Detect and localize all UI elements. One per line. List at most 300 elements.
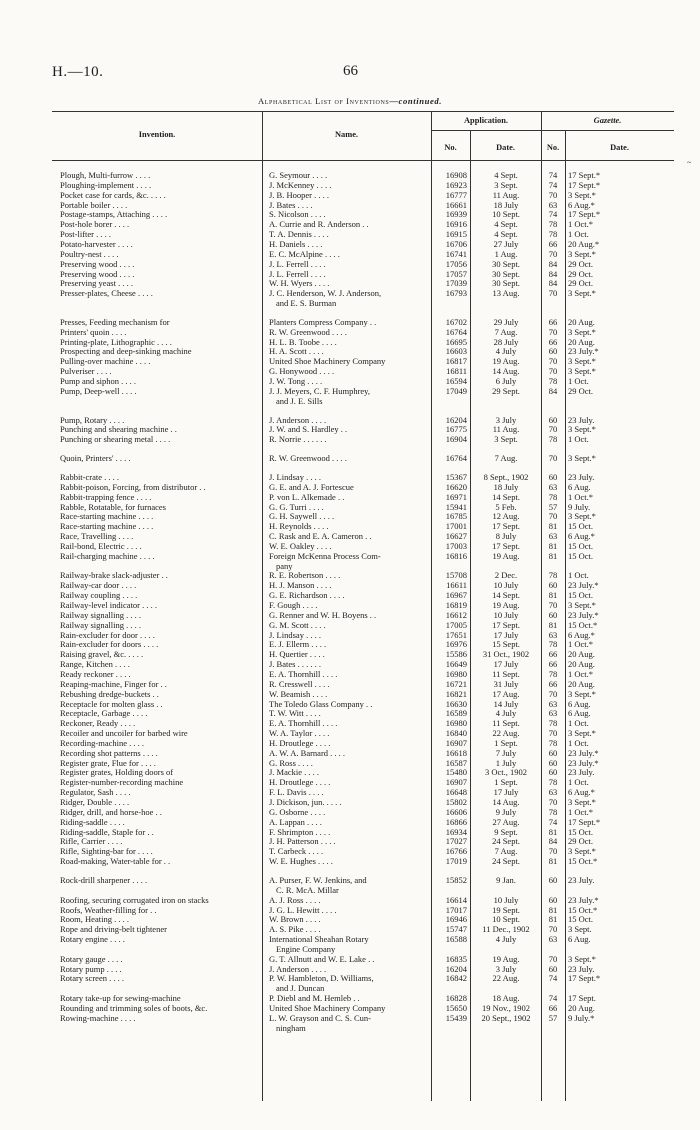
- gazette-date-cell: 29 Oct.: [568, 385, 594, 396]
- application-date-cell: 30 Sept.: [492, 278, 520, 289]
- invention-cell: Race-starting machine . . . .: [60, 511, 154, 522]
- gazette-no-cell: 81: [548, 540, 558, 551]
- gazette-date-cell: 3 Sept.*: [568, 248, 596, 259]
- application-date-cell: 11 Aug.: [492, 424, 520, 435]
- table-caption: [0, 96, 700, 106]
- gazette-date-cell: 23 July.*: [568, 757, 599, 768]
- gazette-no-cell: 74: [548, 179, 558, 190]
- invention-cell: Ready reckoner . . . .: [60, 668, 131, 679]
- invention-cell: Rope and driving-belt tightener: [60, 924, 167, 935]
- invention-cell: Rail-bond, Electric . . . .: [60, 540, 142, 551]
- application-no-cell: 16980: [445, 718, 467, 729]
- gazette-no-cell: 60: [548, 414, 558, 425]
- gazette-no-cell: 60: [548, 874, 558, 885]
- application-no-cell: 17017: [445, 904, 467, 915]
- application-date-cell: 11 Aug.: [492, 189, 520, 200]
- gazette-no-cell: 84: [548, 278, 558, 289]
- invention-cell: Rock-drill sharpener . . . .: [60, 874, 148, 885]
- gazette-date-cell: 3 Sept.*: [568, 424, 596, 435]
- gazette-date-cell: 6 Aug.: [568, 934, 591, 945]
- application-date-cell: 1 July: [495, 757, 517, 768]
- application-date-cell: 10 Sept.: [492, 914, 520, 925]
- invention-cell: Rail-charging machine . . . .: [60, 550, 155, 561]
- gazette-date-cell: 1 Oct.: [568, 229, 589, 240]
- name-cell: T. W. Witt . . . .: [269, 708, 321, 719]
- application-no-cell: 15439: [445, 1012, 467, 1023]
- gazette-date-cell: 3 Sept.*: [568, 453, 596, 464]
- application-date-cell: 13 Aug.: [492, 288, 520, 299]
- application-no-cell: 17057: [445, 268, 467, 279]
- application-no-cell: 16706: [445, 238, 467, 249]
- gazette-date-cell: 17 Sept.*: [568, 209, 601, 220]
- application-no-cell: 15747: [445, 924, 467, 935]
- invention-cell: Postage-stamps, Attaching . . . .: [60, 209, 168, 220]
- gazette-no-cell: 63: [548, 698, 558, 709]
- invention-cell: Regulator, Sash . . . .: [60, 787, 131, 798]
- name-cell: A. S. Pike . . . .: [269, 924, 321, 935]
- application-no-cell: 16811: [446, 366, 467, 377]
- application-no-cell: 16695: [445, 336, 467, 347]
- gazette-date-cell: 6 Aug.*: [568, 531, 595, 542]
- application-no-cell: 16702: [445, 316, 467, 327]
- name-cell: G. H. Saywell . . . .: [269, 511, 335, 522]
- gazette-date-cell: 15 Oct.: [568, 590, 594, 601]
- gazette-no-cell: 63: [548, 787, 558, 798]
- invention-cell: Potato-harvester . . . .: [60, 238, 133, 249]
- gazette-date-cell: 15 Oct.*: [568, 856, 598, 867]
- gazette-no-cell: 78: [548, 570, 558, 581]
- application-date-cell: 3 July: [495, 414, 517, 425]
- application-date-cell: 19 Aug.: [492, 953, 520, 964]
- name-cell: C. Rask and E. A. Cameron . .: [269, 531, 372, 542]
- gazette-date-cell: 3 Sept.*: [568, 511, 596, 522]
- application-no-cell: 16934: [445, 826, 467, 837]
- invention-cell: Printing-plate, Lithographic . . . .: [60, 336, 172, 347]
- application-date-cell: 4 Sept.: [494, 170, 518, 180]
- name-cell: J. G. L. Hewitt . . . .: [269, 904, 337, 915]
- gazette-no-cell: 70: [548, 189, 558, 200]
- name-cell: R. W. Greenwood . . . .: [269, 453, 347, 464]
- application-no-cell: 15708: [445, 570, 467, 581]
- name-cell: United Shoe Machinery Company: [269, 1003, 386, 1013]
- header-bottom-rule: [52, 160, 674, 161]
- gazette-date-cell: 1 Oct.: [568, 718, 589, 729]
- gazette-no-cell: 78: [548, 806, 558, 817]
- gazette-date-cell: 3 Sept.*: [568, 366, 596, 377]
- invention-cell: Range, Kitchen . . . .: [60, 659, 130, 670]
- col-gaz-date: Date.: [610, 143, 629, 152]
- gazette-date-cell: 1 Oct.*: [568, 491, 594, 502]
- gazette-date-cell: 3 Sept.*: [568, 189, 596, 200]
- name-cell: H. Daniels . . . .: [269, 238, 323, 249]
- name-cell: J. C. Henderson, W. J. Anderson,: [269, 288, 382, 299]
- name-cell: W. Brown . . . .: [269, 914, 321, 925]
- name-cell: H. L. B. Toobe . . . .: [269, 336, 337, 347]
- name-cell: H. Droutlege . . . .: [269, 777, 331, 788]
- gazette-date-cell: 15 Oct.: [568, 914, 594, 925]
- name-cell: T. A. Dennis . . . .: [269, 229, 329, 240]
- invention-cell: Pump and siphon . . . .: [60, 376, 137, 386]
- gazette-date-cell: 6 Aug.: [568, 698, 591, 709]
- application-no-cell: 15852: [445, 874, 467, 885]
- application-date-cell: 30 Sept.: [492, 268, 520, 279]
- name-cell: J. McKenney . . . .: [269, 179, 332, 190]
- invention-cell: Recording shot patterns . . . .: [60, 747, 158, 758]
- application-date-cell: 17 Sept.: [492, 521, 520, 532]
- name-cell: W. E. Hughes . . . .: [269, 856, 333, 867]
- invention-cell: Quoin, Printers' . . . .: [60, 453, 131, 464]
- gazette-no-cell: 78: [548, 219, 558, 230]
- name-cell: International Sheahan Rotary: [269, 934, 369, 945]
- name-cell: W. Beamish . . . .: [269, 688, 328, 699]
- name-cell: J. H. Patterson . . . .: [269, 836, 336, 847]
- col-gaz-no: No.: [546, 143, 560, 152]
- gazette-no-cell: 74: [548, 993, 558, 1004]
- gazette-date-cell: 20 Aug.: [568, 336, 595, 347]
- gazette-no-cell: 81: [548, 619, 558, 630]
- application-date-cell: 17 July: [493, 629, 519, 640]
- gazette-no-cell: 81: [548, 521, 558, 532]
- gazette-no-cell: 81: [548, 914, 558, 925]
- gazette-no-cell: 70: [548, 846, 558, 857]
- application-date-cell: 18 July: [493, 481, 519, 492]
- invention-cell: Rifle, Sighting-bar for . . . .: [60, 846, 153, 857]
- application-no-cell: 16764: [445, 326, 467, 337]
- gazette-no-cell: 66: [548, 238, 558, 249]
- gazette-date-cell: 20 Aug.: [568, 678, 595, 689]
- application-date-cell: 22 Aug.: [492, 973, 520, 984]
- gazette-no-cell: 70: [548, 326, 558, 337]
- name-cell: G. Osborne . . . .: [269, 806, 326, 817]
- body-divider-invention: [262, 161, 263, 1101]
- application-no-cell: 17651: [445, 629, 467, 640]
- gazette-date-cell: 3 Sept.*: [568, 728, 596, 739]
- gazette-no-cell: 66: [548, 336, 558, 347]
- name-cell: E. A. Thornhill . . . .: [269, 668, 338, 679]
- gazette-date-cell: 23 July.: [568, 471, 595, 482]
- name-cell: A. J. Ross . . . .: [269, 894, 321, 905]
- application-no-cell: 16819: [445, 600, 467, 610]
- application-date-cell: 3 July: [495, 963, 517, 974]
- invention-cell: Railway coupling . . . .: [60, 590, 138, 601]
- invention-cell: Railway-brake slack-adjuster . .: [60, 570, 168, 581]
- application-date-cell: 6 July: [495, 376, 517, 386]
- gazette-no-cell: 63: [548, 481, 558, 492]
- invention-cell: Register grates, Holding doors of: [60, 767, 174, 778]
- col-name: Name.: [334, 130, 359, 139]
- name-cell: A. Currie and R. Anderson . .: [269, 219, 369, 230]
- application-no-cell: 16204: [445, 414, 467, 425]
- application-no-cell: 16821: [445, 688, 467, 699]
- application-no-cell: 16606: [445, 806, 467, 817]
- gazette-no-cell: 70: [548, 728, 558, 739]
- application-date-cell: 4 July: [495, 346, 517, 357]
- gazette-date-cell: 3 Sept.: [568, 924, 592, 935]
- invention-cell: Rain-excluder for doors . . . .: [60, 639, 159, 650]
- application-date-cell: 15 Sept.: [492, 639, 520, 650]
- name-cell: J. L. Ferrell . . . .: [269, 258, 326, 269]
- gazette-no-cell: 70: [548, 600, 558, 610]
- name-cell: R. Cresswell . . . .: [269, 678, 330, 689]
- invention-cell: Pump, Rotary . . . .: [60, 414, 125, 425]
- invention-cell: Rotary pump . . . .: [60, 963, 122, 974]
- name-cell: E. A. Thornhill . . . .: [269, 718, 338, 729]
- name-cell: H. A. Scott . . . .: [269, 346, 324, 357]
- gazette-no-cell: 74: [548, 973, 558, 984]
- application-no-cell: 16980: [445, 668, 467, 679]
- name-cell: J. Lindsay . . . .: [269, 629, 321, 640]
- application-date-cell: 5 Feb.: [495, 501, 517, 512]
- gazette-date-cell: 20 Aug.: [568, 1003, 595, 1013]
- name-cell-continued: C. R. McA. Millar: [276, 884, 339, 895]
- application-no-cell: 16775: [445, 424, 467, 435]
- application-date-cell: 9 July: [495, 806, 517, 817]
- application-date-cell: 31 July: [493, 678, 519, 689]
- application-no-cell: 16611: [446, 580, 467, 591]
- gazette-no-cell: 70: [548, 453, 558, 464]
- gazette-date-cell: 23 July.: [568, 767, 595, 778]
- application-no-cell: 16766: [445, 846, 467, 857]
- application-no-cell: 16976: [445, 639, 467, 650]
- application-no-cell: 16828: [445, 993, 467, 1004]
- application-no-cell: 16630: [445, 698, 467, 709]
- gazette-no-cell: 74: [548, 170, 558, 180]
- gazette-date-cell: 3 Sept.*: [568, 797, 596, 807]
- gazette-date-cell: 29 Oct.: [568, 278, 594, 289]
- gazette-no-cell: 57: [548, 1012, 558, 1023]
- application-date-cell: 19 Nov., 1902: [481, 1003, 531, 1013]
- name-cell: S. Nicolson . . . .: [269, 209, 326, 220]
- application-no-cell: 16842: [445, 973, 467, 984]
- invention-cell: Poultry-nest . . . .: [60, 248, 119, 259]
- header-top-rule: [52, 111, 674, 112]
- application-date-cell: 17 July: [493, 787, 519, 798]
- application-date-cell: 4 Sept.: [494, 229, 518, 240]
- invention-cell: Pocket case for cards, &c. . . . .: [60, 189, 166, 200]
- gazette-no-cell: 60: [548, 963, 558, 974]
- invention-cell: Pulveriser . . . .: [60, 366, 112, 377]
- application-no-cell: 15586: [445, 649, 467, 660]
- application-date-cell: 4 July: [495, 708, 517, 719]
- application-date-cell: 10 Sept.: [492, 209, 520, 220]
- name-cell: J. W. Tong . . . .: [269, 376, 323, 386]
- application-date-cell: 3 Sept.: [494, 434, 518, 445]
- invention-cell: Plough, Multi-furrow . . . .: [60, 170, 151, 180]
- name-cell: Planters Compress Company . .: [269, 316, 377, 327]
- application-date-cell: 19 Aug.: [492, 550, 520, 561]
- name-cell: F. Gough . . . .: [269, 600, 318, 610]
- gazette-date-cell: 20 Aug.: [568, 659, 595, 670]
- gazette-date-cell: 17 Sept.*: [568, 973, 601, 984]
- gazette-no-cell: 78: [548, 737, 558, 748]
- gazette-date-cell: 9 July.*: [568, 1012, 595, 1023]
- gazette-no-cell: 81: [548, 856, 558, 867]
- gazette-no-cell: 78: [548, 491, 558, 502]
- application-date-cell: 24 Sept.: [492, 856, 520, 867]
- invention-cell: Recoiler and uncoiler for barbed wire: [60, 728, 188, 739]
- name-cell: J. J. Meyers, C. F. Humphrey,: [269, 385, 370, 396]
- name-cell: R. W. Greenwood . . . .: [269, 326, 347, 337]
- application-date-cell: 10 July: [493, 894, 519, 905]
- invention-cell: Room, Heating . . . .: [60, 914, 129, 925]
- invention-cell: Roofs, Weather-filling for . .: [60, 904, 157, 915]
- application-date-cell: 14 Sept.: [492, 491, 520, 502]
- gazette-no-cell: 78: [548, 639, 558, 650]
- invention-cell: Portable boiler . . . .: [60, 199, 128, 210]
- gazette-date-cell: 1 Oct.: [568, 777, 589, 788]
- gazette-no-cell: 60: [548, 580, 558, 591]
- gazette-date-cell: 15 Oct.: [568, 826, 594, 837]
- application-date-cell: 7 July: [495, 747, 517, 758]
- gazette-date-cell: 3 Sept.*: [568, 288, 596, 299]
- gazette-date-cell: 17 Sept.*: [568, 816, 601, 827]
- name-cell-continued: and E. S. Burman: [276, 298, 337, 309]
- invention-cell: Race, Travelling . . . .: [60, 531, 134, 542]
- name-cell: J. B. Hooper . . . .: [269, 189, 329, 200]
- application-no-cell: 17019: [445, 856, 467, 867]
- invention-cell: Post-lifter . . . .: [60, 229, 111, 240]
- gazette-date-cell: 6 Aug.*: [568, 629, 595, 640]
- application-date-cell: 30 Sept.: [492, 258, 520, 269]
- name-cell: J. Anderson . . . .: [269, 414, 327, 425]
- gazette-no-cell: 81: [548, 590, 558, 601]
- application-date-cell: 3 Sept.: [494, 179, 518, 190]
- gazette-no-cell: 70: [548, 424, 558, 435]
- invention-cell: Receptacle for molten glass . .: [60, 698, 163, 709]
- name-cell-continued: pany: [276, 560, 293, 571]
- invention-cell: Preserving wood . . . .: [60, 268, 135, 279]
- application-no-cell: 16907: [445, 737, 467, 748]
- invention-cell: Rotary take-up for sewing-machine: [60, 993, 181, 1004]
- application-no-cell: 16946: [445, 914, 467, 925]
- gazette-date-cell: 23 July.: [568, 414, 595, 425]
- application-date-cell: 11 Sept.: [492, 668, 520, 679]
- application-date-cell: 17 Sept.: [492, 540, 520, 551]
- gazette-date-cell: 1 Oct.*: [568, 639, 594, 650]
- application-date-cell: 17 Sept.: [492, 619, 520, 630]
- invention-cell: Preserving wood . . . .: [60, 258, 135, 269]
- gazette-no-cell: 63: [548, 531, 558, 542]
- name-cell: Foreign McKenna Process Com-: [269, 550, 381, 561]
- invention-cell: Receptacle, Garbage . . . .: [60, 708, 148, 719]
- page-section: H.—10.: [52, 64, 104, 80]
- application-no-cell: 15367: [445, 471, 467, 482]
- application-no-cell: 16967: [445, 590, 467, 601]
- name-cell: G. E. and A. J. Fortescue: [269, 481, 354, 492]
- gazette-date-cell: 15 Oct.*: [568, 904, 598, 915]
- application-no-cell: 16627: [445, 531, 467, 542]
- gazette-date-cell: 29 Oct.: [568, 836, 594, 847]
- gazette-no-cell: 78: [548, 668, 558, 679]
- name-cell: H. Quertier . . . .: [269, 649, 325, 660]
- body-divider-app-no: [470, 161, 471, 1101]
- invention-cell: Recording-machine . . . .: [60, 737, 145, 748]
- invention-cell: Railway-car door . . . .: [60, 580, 137, 591]
- invention-cell: Presser-plates, Cheese . . . .: [60, 288, 153, 299]
- name-cell: H. J. Manson . . . .: [269, 580, 332, 591]
- gazette-date-cell: 3 Sept.*: [568, 688, 596, 699]
- application-no-cell: 17003: [445, 540, 467, 551]
- gazette-date-cell: 9 July.: [568, 501, 591, 512]
- invention-cell: Rounding and trimming soles of boots, &c.: [60, 1003, 208, 1013]
- application-date-cell: 27 Aug.: [492, 816, 520, 827]
- name-cell-continued: and J. E. Sills: [276, 395, 323, 406]
- gazette-no-cell: 78: [548, 718, 558, 729]
- application-no-cell: 16777: [445, 189, 467, 200]
- gazette-no-cell: 74: [548, 209, 558, 220]
- gazette-no-cell: 66: [548, 649, 558, 660]
- application-date-cell: 29 July: [493, 316, 519, 327]
- application-date-cell: 8 Sept., 1902: [483, 471, 529, 482]
- name-cell: L. W. Grayson and C. S. Cun-: [269, 1012, 371, 1023]
- gazette-date-cell: 3 Sept.*: [568, 326, 596, 337]
- application-no-cell: 17001: [445, 521, 467, 532]
- gazette-date-cell: 3 Sept.*: [568, 356, 596, 367]
- application-date-cell: 4 July: [495, 934, 517, 945]
- application-no-cell: 16721: [445, 678, 467, 689]
- gazette-no-cell: 63: [548, 629, 558, 640]
- col-app-date: Date.: [496, 143, 515, 152]
- name-cell-continued: ningham: [276, 1022, 306, 1033]
- name-cell: W. H. Wyers . . . .: [269, 278, 330, 289]
- application-date-cell: 8 July: [495, 531, 517, 542]
- gazette-no-cell: 60: [548, 894, 558, 905]
- application-no-cell: 16840: [445, 728, 467, 739]
- gazette-no-cell: 84: [548, 836, 558, 847]
- application-no-cell: 16915: [445, 229, 467, 240]
- application-subrule: [431, 130, 541, 131]
- gazette-no-cell: 70: [548, 797, 558, 807]
- application-no-cell: 17056: [445, 258, 467, 269]
- application-no-cell: 16614: [445, 894, 467, 905]
- name-cell: E. C. McAlpine . . . .: [269, 248, 340, 259]
- name-cell: A. Lappan . . . .: [269, 816, 322, 827]
- application-no-cell: 16741: [445, 248, 467, 259]
- application-date-cell: 9 Jan.: [496, 874, 516, 885]
- application-no-cell: 16939: [445, 209, 467, 220]
- invention-cell: Raising gravel, &c. . . . .: [60, 649, 144, 660]
- application-date-cell: 7 Aug.: [494, 846, 518, 857]
- application-date-cell: 14 Aug.: [492, 797, 520, 807]
- application-date-cell: 14 July: [493, 698, 519, 709]
- name-cell: F. Shrimpton . . . .: [269, 826, 331, 837]
- invention-cell: Rabbit-crate . . . .: [60, 471, 120, 482]
- application-no-cell: 16866: [445, 816, 467, 827]
- gazette-date-cell: 15 Oct.: [568, 521, 594, 532]
- gazette-no-cell: 57: [548, 501, 558, 512]
- application-date-cell: 7 Aug.: [494, 453, 518, 464]
- invention-cell: Post-hole borer . . . .: [60, 219, 130, 230]
- gazette-date-cell: 1 Oct.*: [568, 806, 594, 817]
- name-cell: G. G. Turri . . . .: [269, 501, 324, 512]
- name-cell-continued: and J. Duncan: [276, 983, 325, 994]
- gazette-no-cell: 70: [548, 366, 558, 377]
- gazette-no-cell: 78: [548, 376, 558, 386]
- invention-cell: Rabbit-trapping fence . . . .: [60, 491, 152, 502]
- name-cell: P. von L. Alkemade . .: [269, 491, 345, 502]
- gazette-date-cell: 3 Sept.*: [568, 846, 596, 857]
- name-cell-continued: Engine Company: [276, 943, 336, 954]
- application-date-cell: 18 Aug.: [492, 993, 520, 1004]
- gazette-date-cell: 6 Aug.*: [568, 787, 595, 798]
- application-no-cell: 16908: [445, 170, 467, 180]
- application-no-cell: 16907: [445, 777, 467, 788]
- page-number: 66: [343, 63, 358, 79]
- gazette-no-cell: 70: [548, 688, 558, 699]
- name-cell: F. L. Davis . . . .: [269, 787, 324, 798]
- name-cell: G. Honywood . . . .: [269, 366, 335, 377]
- invention-cell: Rebushing dredge-buckets . .: [60, 688, 159, 699]
